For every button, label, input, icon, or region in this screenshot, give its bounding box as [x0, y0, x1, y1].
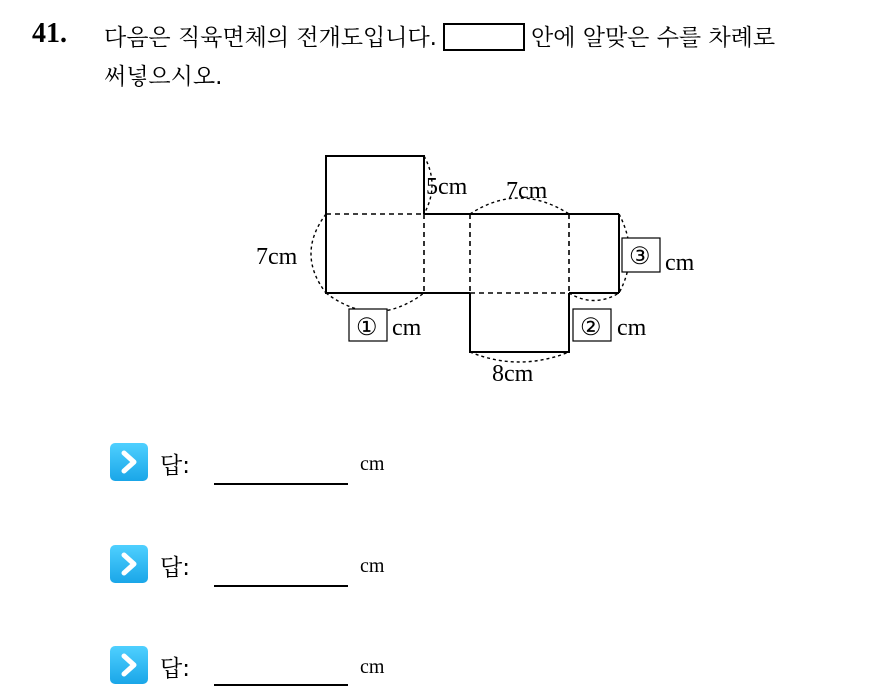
chevron-right-icon	[110, 443, 148, 481]
box-2-label: ②	[580, 315, 602, 341]
box-3-unit: cm	[665, 250, 695, 276]
box-2-unit: cm	[617, 315, 647, 341]
net-bottom-face-edge	[470, 293, 569, 352]
box-3-label: ③	[629, 244, 651, 270]
answer-label: 답:	[160, 555, 190, 581]
label-7cm-left: 7cm	[256, 244, 298, 270]
arc-2	[569, 293, 619, 301]
label-5cm: 5cm	[426, 174, 468, 200]
arc-7cm-left	[311, 214, 326, 293]
net-left-edge	[326, 214, 424, 293]
question-text-line2: 써넣으시오.	[104, 64, 223, 90]
answer-label: 답:	[160, 453, 190, 479]
question-text-after: 안에 알맞은 수를 차례로	[531, 25, 776, 51]
label-8cm: 8cm	[492, 361, 534, 387]
box-1-unit: cm	[392, 315, 422, 341]
answer-unit: cm	[360, 555, 385, 577]
chevron-right-icon	[110, 646, 148, 684]
chevron-right-icon	[110, 545, 148, 583]
answer-label: 답:	[160, 656, 190, 682]
answer-blank-3[interactable]	[214, 684, 348, 686]
label-7cm-top: 7cm	[506, 178, 548, 204]
question-text-before: 다음은 직육면체의 전개도입니다.	[104, 25, 437, 51]
answer-unit: cm	[360, 656, 385, 678]
answer-unit: cm	[360, 453, 385, 475]
question-number: 41.	[32, 18, 67, 49]
answer-blank-1[interactable]	[214, 483, 348, 485]
box-1-label: ①	[356, 315, 378, 341]
net-top-face-edge	[326, 156, 424, 214]
answer-blank-2[interactable]	[214, 585, 348, 587]
